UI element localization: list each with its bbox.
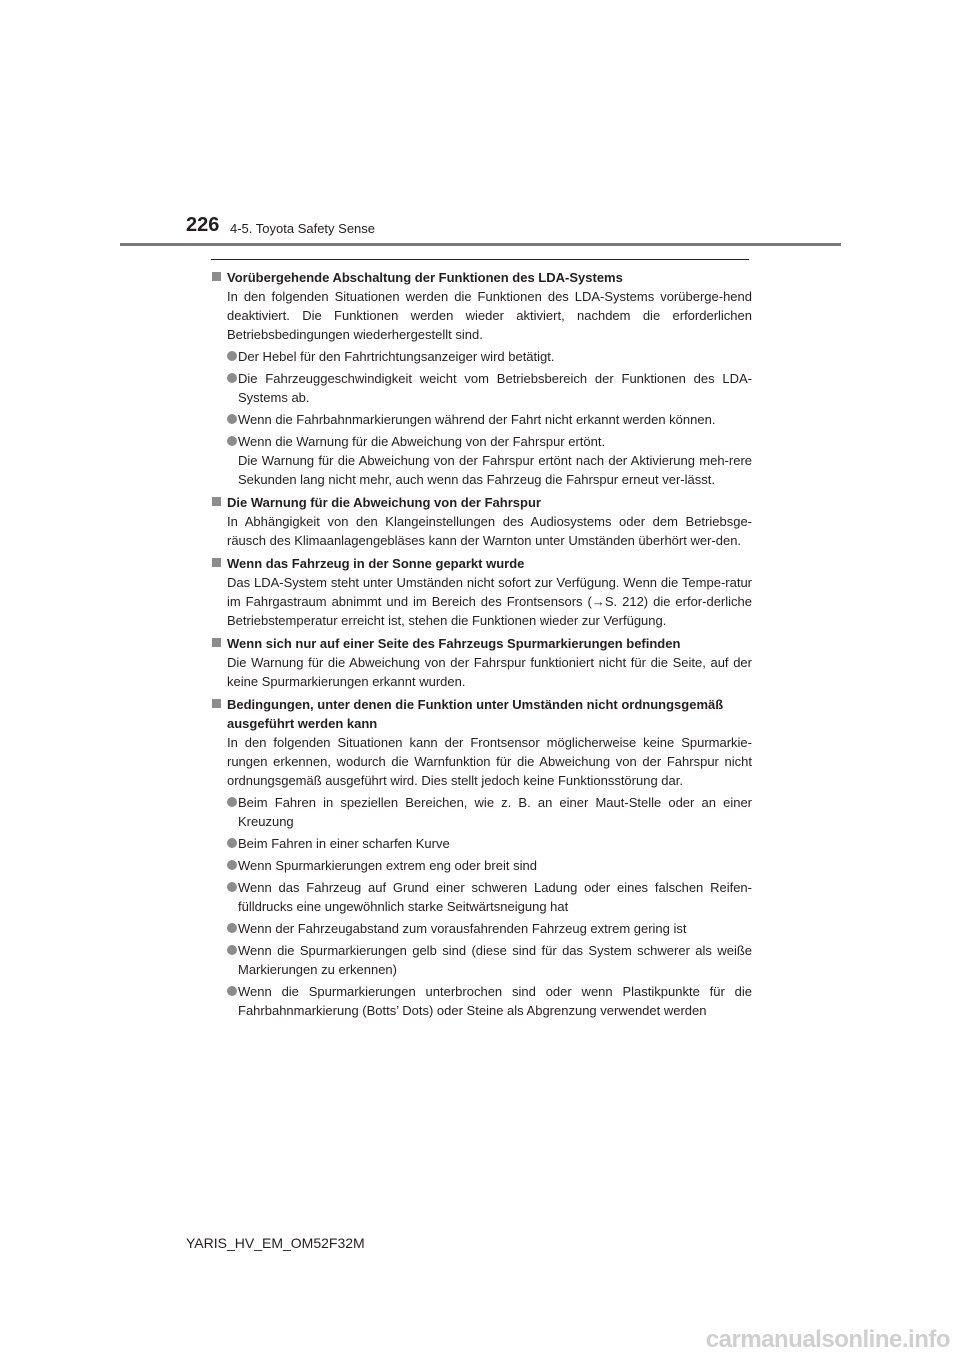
circle-bullet-icon <box>227 436 237 446</box>
circle-bullet-icon <box>227 797 237 807</box>
bullet-note: Die Warnung für die Abweichung von der Fahrspur ertönt nach der Aktivierung meh-rere Sekunden lang nicht mehr, auch wenn das Fahrzeug die Fahrspur erneut ver-lässt. <box>238 453 752 487</box>
circle-bullet-icon <box>227 923 237 933</box>
bullet-text: Die Fahrzeuggeschwindigkeit weicht vom Betriebsbereich der Funktionen des LDA-Systems ab. <box>238 371 752 405</box>
bullet-text: Wenn das Fahrzeug auf Grund einer schweren Ladung oder eines falschen Reifen-fülldrucks eine ungewöhnlich starke Seitwärtsneigung hat <box>238 880 752 914</box>
section-paragraph: In Abhängigkeit von den Klangeinstellungen des Audiosystems oder dem Betriebsge-räusch des Klimaanlagengebläses kann der Warnton unter Umständen überhört wer-den. <box>227 514 752 548</box>
header-rule <box>120 243 841 246</box>
section-heading-text: Wenn das Fahrzeug in der Sonne geparkt wurde <box>227 556 525 571</box>
section-paragraph: Die Warnung für die Abweichung von der Fahrspur funktioniert nicht für die Seite, auf der keine Spurmarkierungen erkannt wurden. <box>227 655 752 689</box>
circle-bullet-icon <box>227 986 237 996</box>
circle-bullet-icon <box>227 373 237 383</box>
list-item <box>227 432 752 489</box>
section <box>211 268 752 489</box>
section-paragraph: In den folgenden Situationen kann der Frontsensor möglicherweise keine Spurmarkie-rungen erkennen, wodurch die Warnfunktion für die Abweichung von der Fahrspur nicht ordnungsgemäß ausgeführt wird. Dies stellt jedoch keine Funktionsstörung dar. <box>227 735 752 788</box>
list-item <box>227 347 752 366</box>
bullet-text: Wenn die Warnung für die Abweichung von der Fahrspur ertönt. <box>238 434 606 449</box>
section-heading-text: Wenn sich nur auf einer Seite des Fahrzeugs Spurmarkierungen befinden <box>227 636 681 651</box>
square-bullet-icon <box>212 699 221 708</box>
list-item <box>227 919 752 938</box>
bullet-text: Wenn Spurmarkierungen extrem eng oder breit sind <box>238 858 537 873</box>
page-number: 226 <box>186 214 220 236</box>
list-item <box>227 834 752 853</box>
section-heading <box>211 695 752 733</box>
bullet-list <box>211 793 752 1020</box>
square-bullet-icon <box>212 638 221 647</box>
circle-bullet-icon <box>227 860 237 870</box>
list-item <box>227 941 752 979</box>
bullet-list <box>211 347 752 489</box>
section-paragraph: Das LDA-System steht unter Umständen nicht sofort zur Verfügung. Wenn die Tempe-ratur im Fahrgastraum abnimmt und im Bereich des Frontsensors (→S. 212) die erfor-derliche Betriebstemperatur erreicht ist, stehen die Funktionen wieder zur Verfügung. <box>227 575 752 628</box>
footer-code: YARIS_HV_EM_OM52F32M <box>186 1235 365 1251</box>
section-paragraph: In den folgenden Situationen werden die Funktionen des LDA-Systems vorüberge-hend deaktiviert. Die Funktionen werden wieder aktiviert, nachdem die erforderlichen Betriebsbedingungen wiederhergestellt sind. <box>227 289 752 342</box>
circle-bullet-icon <box>227 838 237 848</box>
list-item <box>227 982 752 1020</box>
bullet-text: Wenn die Spurmarkierungen unterbrochen sind oder wenn Plastikpunkte für die Fahrbahnmarkierung (Botts’ Dots) oder Steine als Abgrenzung verwendet werden <box>238 984 752 1018</box>
circle-bullet-icon <box>227 945 237 955</box>
section <box>211 554 752 630</box>
bullet-text: Der Hebel für den Fahrtrichtungsanzeiger wird betätigt. <box>238 349 555 364</box>
content <box>211 268 752 1024</box>
circle-bullet-icon <box>227 351 237 361</box>
square-bullet-icon <box>212 558 221 567</box>
section-heading <box>211 554 752 573</box>
bullet-text: Beim Fahren in speziellen Bereichen, wie z. B. an einer Maut-Stelle oder an einer Kreuzung <box>238 795 752 829</box>
watermark[interactable]: carmanualsonline.info <box>705 1326 950 1353</box>
section-heading-text: Bedingungen, unter denen die Funktion unter Umständen nicht ordnungsgemäß ausgeführt werden kann <box>227 697 724 731</box>
list-item <box>227 856 752 875</box>
list-item <box>227 878 752 916</box>
bullet-text: Wenn die Fahrbahnmarkierungen während der Fahrt nicht erkannt werden können. <box>238 412 716 427</box>
square-bullet-icon <box>212 497 221 506</box>
section-heading <box>211 493 752 512</box>
section-heading <box>211 268 752 287</box>
list-item <box>227 410 752 429</box>
square-bullet-icon <box>212 272 221 281</box>
list-item <box>227 369 752 407</box>
section <box>211 493 752 550</box>
bullet-text: Wenn der Fahrzeugabstand zum vorausfahrenden Fahrzeug extrem gering ist <box>238 921 687 936</box>
section <box>211 695 752 1020</box>
section-label: 4-5. Toyota Safety Sense <box>230 221 376 236</box>
content-rule <box>211 259 749 260</box>
bullet-text: Beim Fahren in einer scharfen Kurve <box>238 836 450 851</box>
section-heading <box>211 634 752 653</box>
section-heading-text: Die Warnung für die Abweichung von der Fahrspur <box>227 495 541 510</box>
list-item <box>227 793 752 831</box>
bullet-text: Wenn die Spurmarkierungen gelb sind (diese sind für das System schwerer als weiße Markierungen zu erkennen) <box>238 943 752 977</box>
circle-bullet-icon <box>227 414 237 424</box>
circle-bullet-icon <box>227 882 237 892</box>
section <box>211 634 752 691</box>
section-heading-text: Vorübergehende Abschaltung der Funktionen des LDA-Systems <box>227 270 623 285</box>
